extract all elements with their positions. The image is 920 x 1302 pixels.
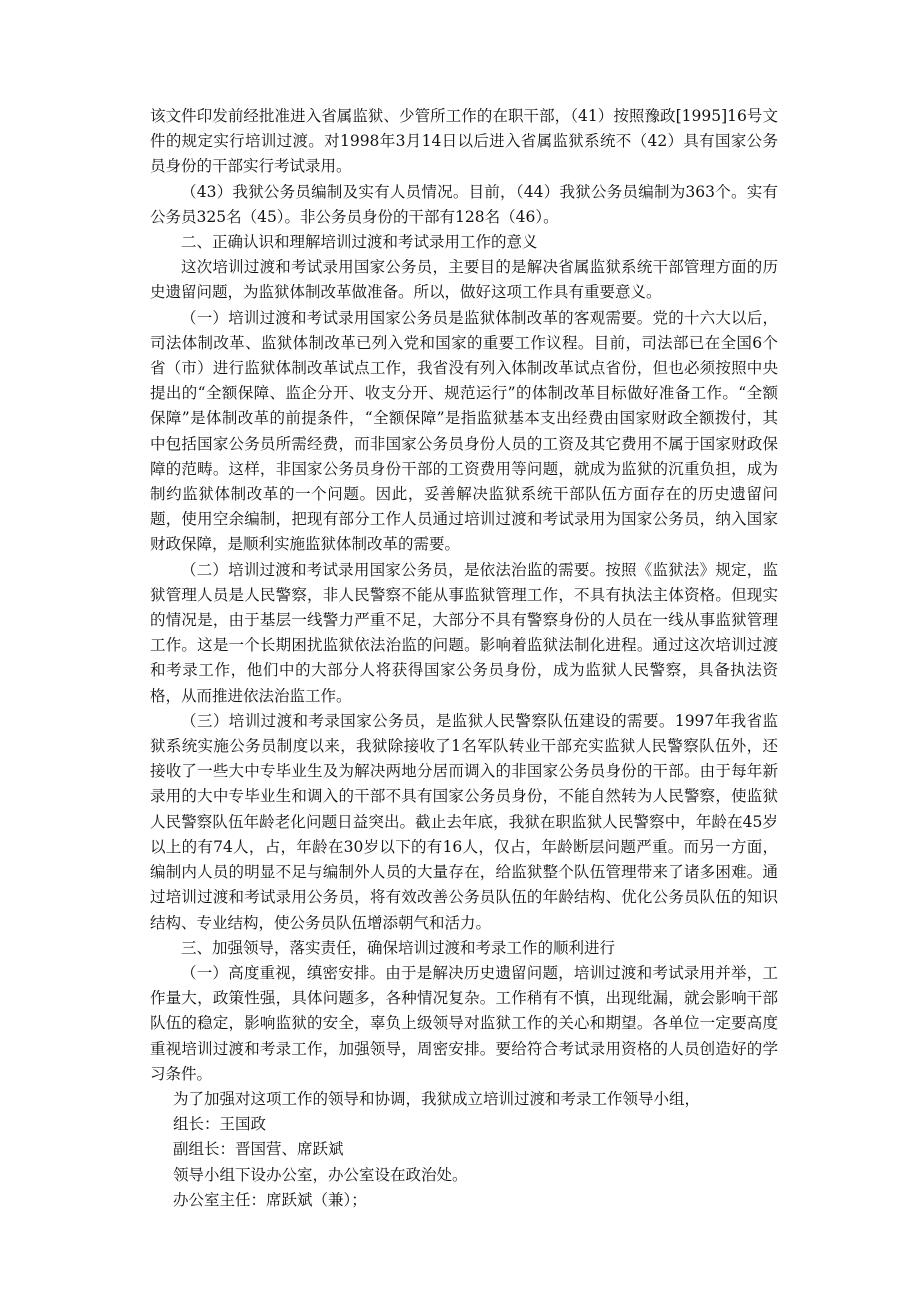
paragraph-intro: 该文件印发前经批准进入省属监狱、少管所工作的在职干部，（41）按照豫政[1995]16号文件的规定实行培训过渡。对1998年3月14日以后进入省属监狱系统不（42）具有国家公务员身份的干部实行考试录用。 [150,107,778,176]
section-heading-3: 三、加强领导，落实责任，确保培训过渡和考录工作的顺利进行 [181,938,616,957]
paragraph-leading-group: 为了加强对这项工作的领导和协调，我狱成立培训过渡和考录工作领导小组， [173,1089,701,1108]
paragraph-team-building: （三）培训过渡和考录国家公务员，是监狱人民警察队伍建设的需要。1997年我省监狱系统实施公务员制度以来，我狱除接收了1名军队转业干部充实监狱人民警察队伍外，还接收了一些大中专毕业生及为解决两地分居而调入的非国家公务员身份的干部。由于每年新录用的大中专毕业生和调入的干部不具有国家公务员身份，不能自然转为人民警察，使监狱人民警察队伍年龄老化问题日益突出。截止去年底，我狱在职监狱人民警察中，年龄在45岁以上的有74人，占，年龄在30岁以下的有16人，仅占，年龄断层问题严重。而另一方面，编制内人员的明显不足与编制外人员的大量存在，给监狱整个队伍管理带来了诸多困难。通过培训过渡和考试录用公务员，将有效改善公务员队伍的年龄结构、优化公务员队伍的知识结构、专业结构，使公务员队伍增添朝气和活力。 [150,711,778,932]
paragraph-attention: （一）高度重视，缜密安排。由于是解决历史遗留问题，培训过渡和考试录用并举，工作量大，政策性强，具体问题多，各种情况复杂。工作稍有不慎，出现纰漏，就会影响干部队伍的稳定，影响监狱的安全，辜负上级领导对监狱工作的关心和期望。各单位一定要高度重视培训过渡和考录工作，加强领导，周密安排。要给符合考试录用资格的人员创造好的学习条件。 [150,963,778,1083]
line-deputy-leader: 副组长：晋国营、席跃斌 [173,1140,344,1159]
paragraph-rule-of-law: （二）培训过渡和考试录用国家公务员，是依法治监的需要。按照《监狱法》规定，监狱管理人员是人民警察，非人民警察不能从事监狱管理工作，不具有执法主体资格。但现实的情况是，由于基层一线警力严重不足，大部分不具有警察身份的人员在一线从事监狱管理工作。这是一个长期困扰监狱依法治监的问题。影响着监狱法制化进程。通过这次培训过渡和考录工作，他们中的大部分人将获得国家公务员身份，成为监狱人民警察，具备执法资格，从而推进依法治监工作。 [150,560,778,705]
document-body [150,104,778,1213]
line-group-leader: 组长：王国政 [173,1115,267,1134]
paragraph-purpose: 这次培训过渡和考试录用国家公务员，主要目的是解决省属监狱系统干部管理方面的历史遗留问题，为监狱体制改革做准备。所以，做好这项工作具有重要意义。 [150,258,778,302]
line-office-director: 办公室主任：席跃斌（兼）； [173,1190,367,1209]
section-heading-2: 二、正确认识和理解培训过渡和考试录用工作的意义 [181,233,538,252]
paragraph-staffing: （43）我狱公务员编制及实有人员情况。目前，（44）我狱公务员编制为363个。实有公务员325名（45）。非公务员身份的干部有128名（46）。 [150,182,778,226]
line-office: 领导小组下设办公室，办公室设在政治处。 [173,1165,468,1184]
paragraph-reform-need: （一）培训过渡和考试录用国家公务员是监狱体制改革的客观需要。党的十六大以后，司法体制改革、监狱体制改革已列入党和国家的重要工作议程。目前，司法部已在全国6个省（市）进行监狱体制改革试点工作，我省没有列入体制改革试点省份，但也必须按照中央提出的“全额保障、监企分开、收支分开、规范运行”的体制改革目标做好准备工作。“全额保障”是体制改革的前提条件，“全额保障”是指监狱基本支出经费由国家财政全额拨付，其中包括国家公务员所需经费，而非国家公务员身份人员的工资及其它费用不属于国家财政保障的范畴。这样，非国家公务员身份干部的工资费用等问题，就成为监狱的沉重负担，成为制约监狱体制改革的一个问题。因此，妥善解决监狱系统干部队伍方面存在的历史遗留问题，使用空余编制，把现有部分工作人员通过培训过渡和考试录用为国家公务员，纳入国家财政保障，是顺利实施监狱体制改革的需要。 [150,308,778,554]
